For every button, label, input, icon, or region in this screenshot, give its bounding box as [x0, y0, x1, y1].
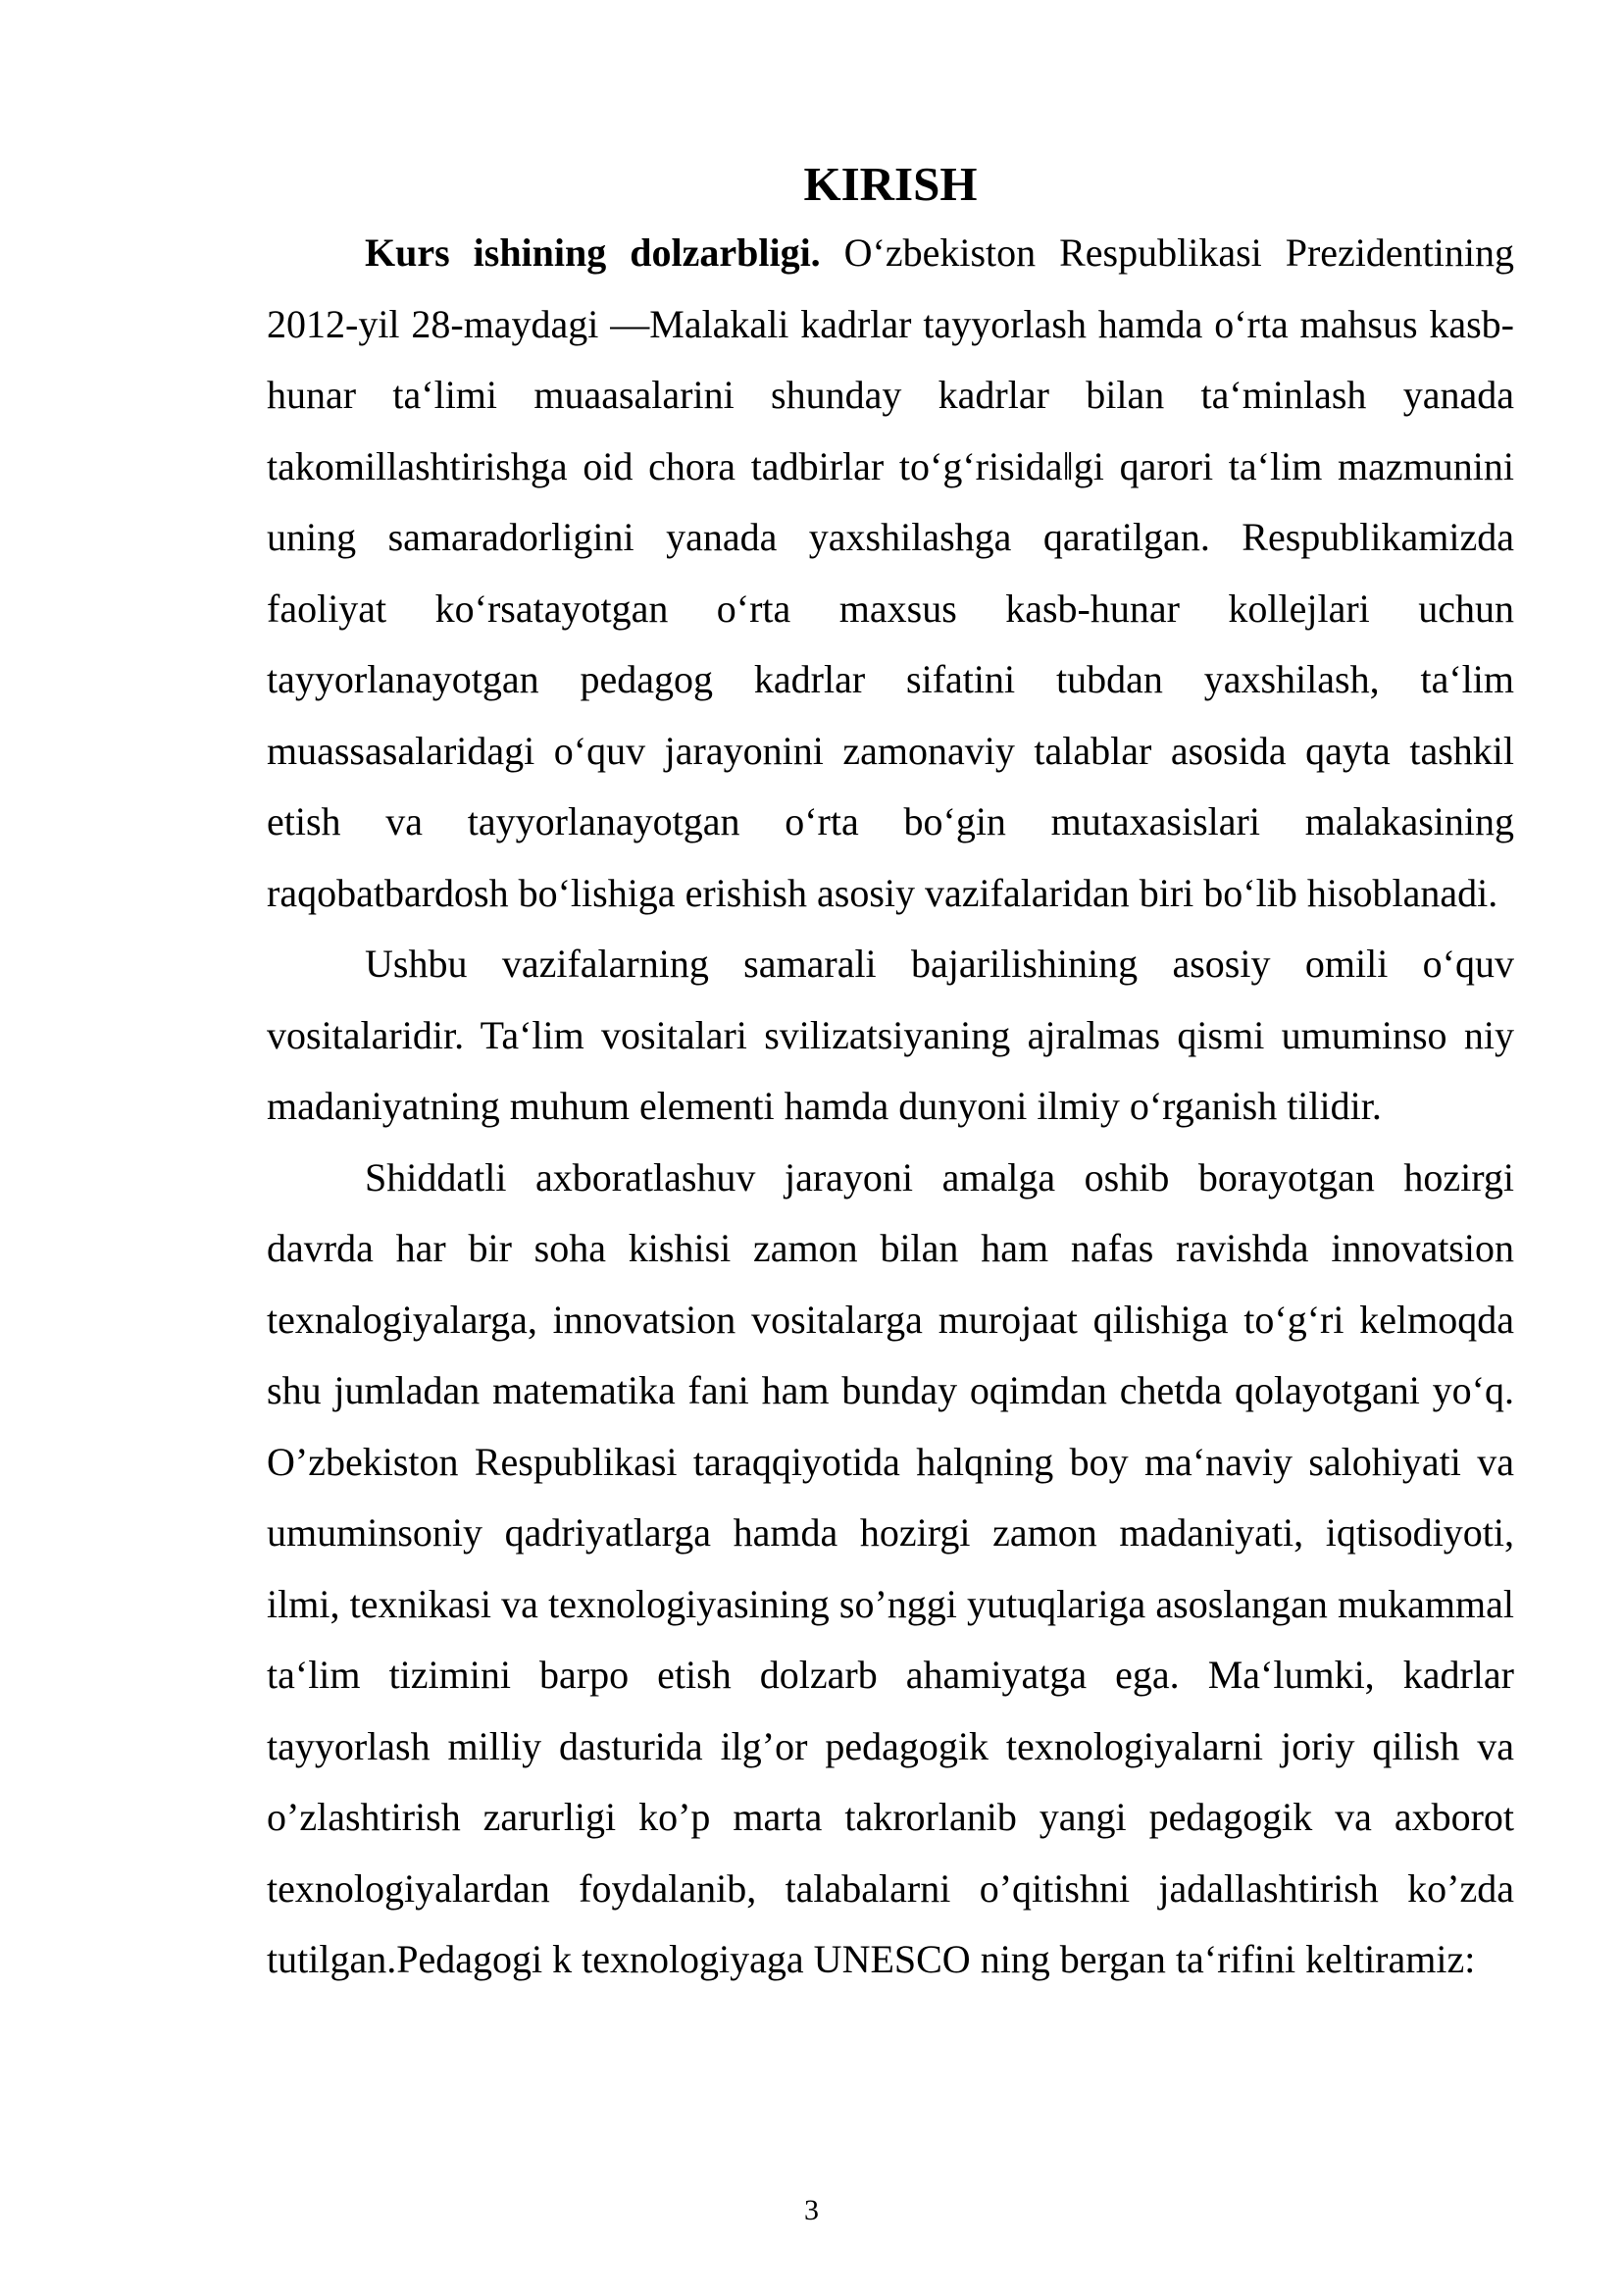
document-page	[267, 147, 1514, 1996]
paragraph-learning-tools: Ushbu vazifalarning samarali bajarilishining asosiy omili o‘quv vositalaridir. Ta‘lim vositalari svilizatsiyaning ajralmas qismi umuminso niy madaniyatning muhum elementi hamda dunyoni ilmiy o‘rganish tilidir.	[267, 942, 1514, 1128]
page-title: KIRISH	[803, 157, 978, 211]
paragraph-lead: Kurs ishining dolzarbligi.	[365, 230, 821, 275]
paragraph-informatization: Shiddatli axboratlashuv jarayoni amalga oshib borayotgan hozirgi davrda har bir soha kishisi zamon bilan ham nafas ravishda innovatsion texnalogiyalarga, innovatsion vositalarga murojaat qilishiga to‘g‘ri kelmoqda shu jumladan matematika fani ham bunday oqimdan chetda qolayotgani yo‘q. O’zbekiston Respublikasi taraqqiyotida halqning boy ma‘naviy salohiyati va umuminsoniy qadriyatlarga hamda hozirgi zamon madaniyati, iqtisodiyoti, ilmi, texnikasi va texnologiyasining so’nggi yutuqlariga asoslangan mukammal ta‘lim tizimini barpo etish dolzarb ahamiyatga ega. Ma‘lumki, kadrlar tayyorlash milliy dasturida ilg’or pedagogik texnologiyalarni joriy qilish va o’zlashtirish zarurligi ko’p marta takrorlanib yangi pedagogik va axborot texnologiyalardan foydalanib, talabalarni o’qitishni jadallashtirish ko’zda tutilgan.Pedagogi k texnologiyaga UNESCO ning bergan ta‘rifini keltiramiz:	[267, 1154, 1514, 1981]
paragraph-relevance	[267, 218, 1514, 929]
page-number: 3	[804, 2194, 819, 2226]
paragraph-text: O‘zbekiston Respublikasi Prezidentining 2012-yil 28-maydagi ―Malakali kadrlar tayyorlash hamda o‘rta mahsus kasb-hunar ta‘limi muaasalarini shunday kadrlar bilan ta‘minlash yanada takomillashtirishga oid chora tadbirlar to‘g‘risida‖gi qarori ta‘lim mazmunini uning samaradorligini yanada yaxshilashga qaratilgan. Respublikamizda faoliyat ko‘rsatayotgan o‘rta maxsus kasb-hunar kollejlari uchun tayyorlanayotgan pedagog kadrlar sifatini tubdan yaxshilash, ta‘lim muassasalaridagi o‘quv jarayonini zamonaviy talablar asosida qayta tashkil etish va tayyorlanayotgan o‘rta bo‘gin mutaxasislari malakasining raqobatbardosh bo‘lishiga erishish asosiy vazifalaridan biri bo‘lib hisoblanadi.	[267, 230, 1514, 915]
